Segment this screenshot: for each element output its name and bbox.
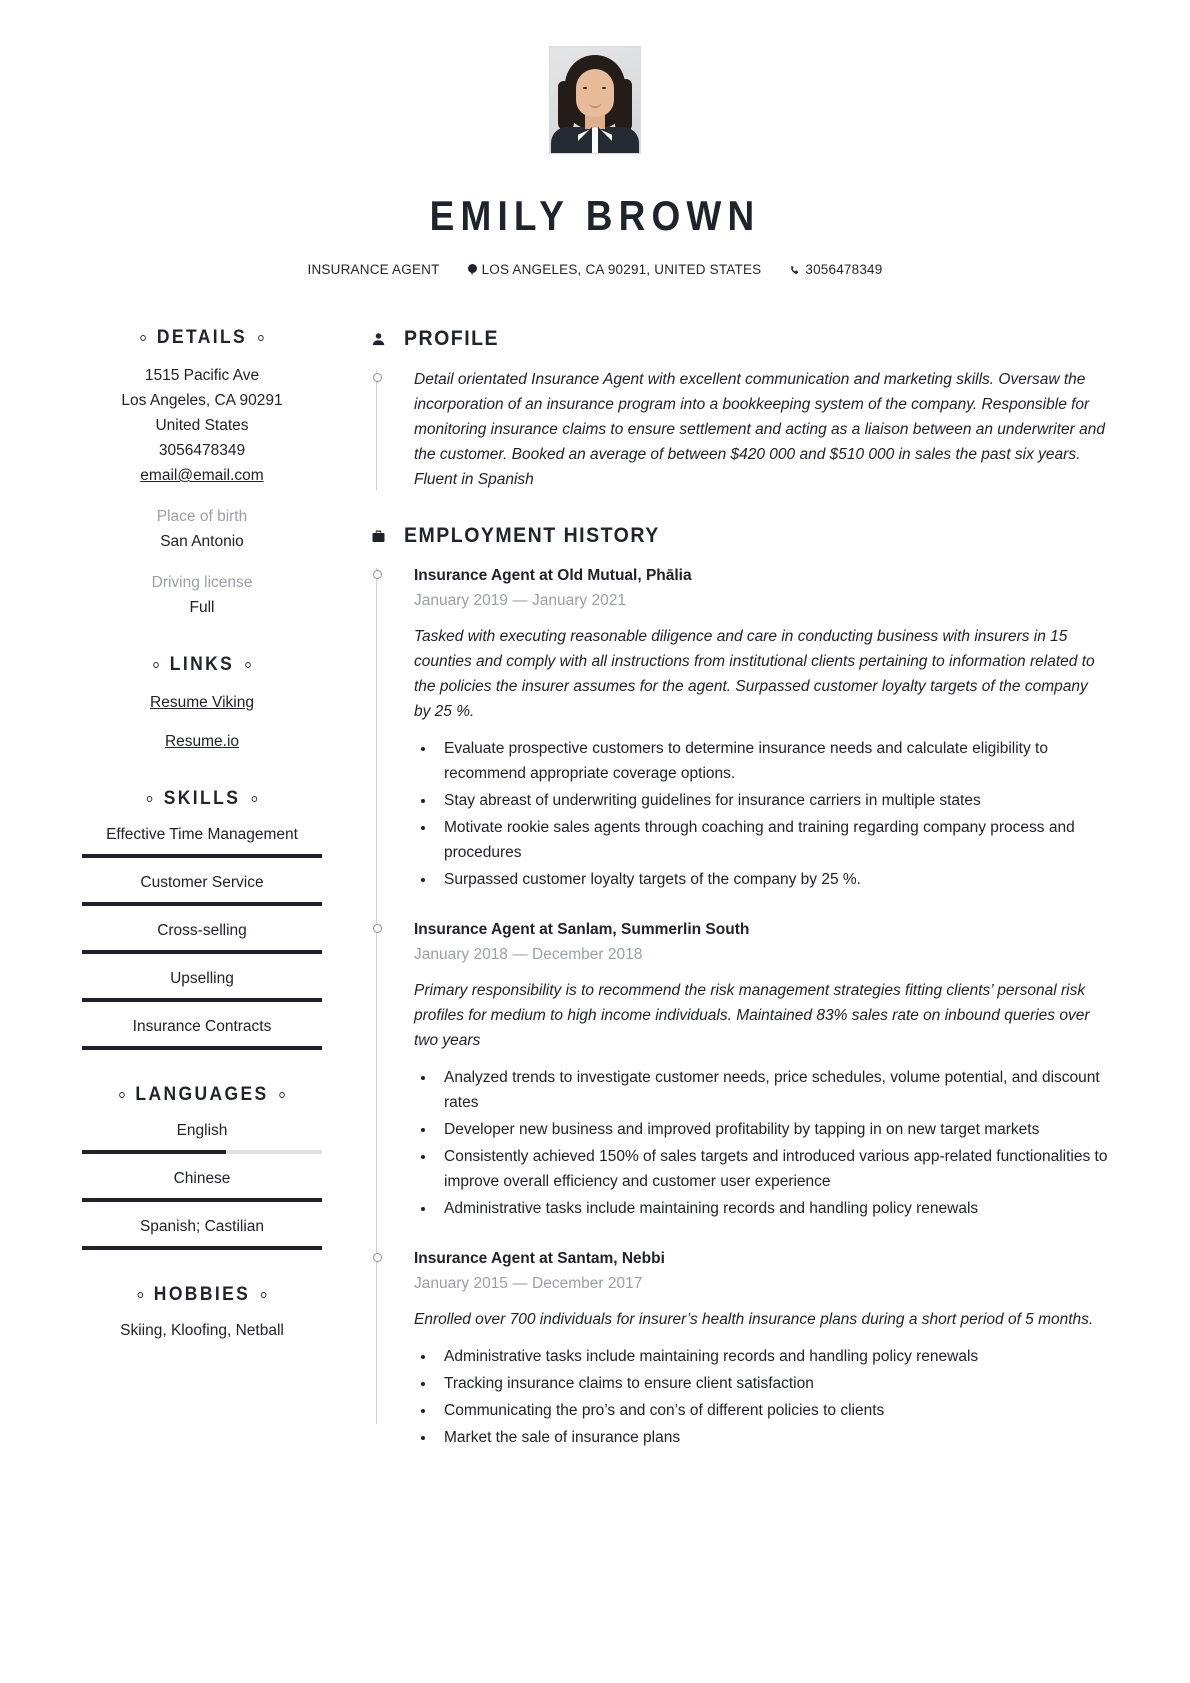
skill-level-fill <box>82 1046 322 1050</box>
job-date: January 2019 — January 2021 <box>414 592 626 609</box>
employment-heading: EMPLOYMENT HISTORY <box>404 524 660 547</box>
sidebar-section-links <box>82 654 322 754</box>
section-employment-history <box>368 524 1108 1450</box>
profile-photo <box>549 46 641 154</box>
links-heading-label: LINKS <box>169 654 235 675</box>
languages-heading <box>92 1084 313 1106</box>
bullet-dot-icon <box>261 1292 267 1298</box>
hobbies-heading-label: HOBBIES <box>153 1284 251 1305</box>
bullet-dot-icon <box>140 335 146 341</box>
skill-item <box>82 872 322 906</box>
address-line-1: 1515 Pacific Ave <box>144 367 260 384</box>
language-level-bar <box>82 1198 322 1202</box>
skill-level-bar <box>82 854 322 858</box>
skill-label: Cross-selling <box>157 922 247 939</box>
header-job-title: INSURANCE AGENT <box>307 262 440 277</box>
section-profile <box>368 327 1108 498</box>
skill-item <box>82 968 322 1002</box>
bullet-dot-icon <box>153 662 159 668</box>
job-bullet: • Surpassed customer loyalty targets of the company by 25 %. <box>436 867 1108 892</box>
sidebar-section-skills <box>82 788 322 1050</box>
sidebar-section-hobbies <box>82 1284 322 1343</box>
bullet-dot-icon <box>280 1092 286 1098</box>
phone-icon <box>789 264 800 275</box>
language-level-fill <box>82 1246 322 1250</box>
driving-license-label: Driving license <box>151 574 253 591</box>
bullet-dot-icon <box>119 1092 125 1098</box>
details-heading-label: DETAILS <box>156 327 248 348</box>
job-bullet: • Market the sale of insurance plans <box>436 1425 1108 1450</box>
skill-level-bar <box>82 902 322 906</box>
sidebar <box>82 327 322 1476</box>
language-item <box>82 1120 322 1154</box>
language-level-fill <box>82 1198 322 1202</box>
header-phone <box>789 262 882 277</box>
sidebar-section-languages <box>82 1084 322 1250</box>
link-resume-viking[interactable]: Resume Viking <box>150 694 254 711</box>
language-label: English <box>176 1122 228 1139</box>
job-bullet-list <box>436 1344 1108 1450</box>
job-bullet: • Stay abreast of underwriting guidelines for insurance carriers in multiple states <box>436 788 1108 813</box>
sidebar-phone: 3056478349 <box>158 442 246 459</box>
skill-label: Effective Time Management <box>106 826 298 843</box>
skill-label: Upselling <box>170 970 234 987</box>
employment-entry <box>368 918 1108 1221</box>
job-title: Insurance Agent at Santam, Nebbi <box>414 1250 665 1267</box>
skill-item <box>82 824 322 858</box>
job-bullet: • Administrative tasks include maintaining records and handling policy renewals <box>436 1344 1108 1369</box>
hobbies-heading <box>92 1284 313 1306</box>
bullet-dot-icon <box>251 796 257 802</box>
skill-label: Customer Service <box>140 874 264 891</box>
resume-header <box>0 0 1190 277</box>
skill-level-bar <box>82 950 322 954</box>
language-label: Spanish; Castilian <box>139 1218 265 1235</box>
bullet-dot-icon <box>258 335 264 341</box>
place-of-birth-label: Place of birth <box>156 508 248 525</box>
job-bullet: • Tracking insurance claims to ensure client satisfaction <box>436 1371 1108 1396</box>
briefcase-icon <box>368 529 388 544</box>
job-bullet: • Analyzed trends to investigate customer needs, price schedules, volume potential, and discount rates <box>436 1065 1108 1115</box>
job-title: Insurance Agent at Old Mutual, Phālia <box>414 567 692 584</box>
skill-level-fill <box>82 854 322 858</box>
language-item <box>82 1168 322 1202</box>
job-title: Insurance Agent at Sanlam, Summerlin South <box>414 921 750 938</box>
employment-entry <box>368 564 1108 892</box>
language-level-bar <box>82 1246 322 1250</box>
bullet-dot-icon <box>147 796 153 802</box>
skill-level-fill <box>82 902 322 906</box>
bullet-dot-icon <box>137 1292 143 1298</box>
skills-heading-label: SKILLS <box>163 788 241 809</box>
skill-item <box>82 1016 322 1050</box>
language-level-fill <box>82 1150 226 1154</box>
profile-heading: PROFILE <box>404 327 500 350</box>
address-line-2: Los Angeles, CA 90291 <box>121 392 283 409</box>
job-bullet-list <box>436 736 1108 892</box>
header-location <box>468 262 762 277</box>
language-label: Chinese <box>173 1170 231 1187</box>
job-description: Enrolled over 700 individuals for insurer’s health insurance plans during a short period of 5 months. <box>414 1311 1094 1328</box>
job-description: Tasked with executing reasonable diligence and care in conducting business with insurers in 15 counties and comply with all instructions from institutional clients pertaining to information related to the policies the insurer assumes for the agent. Surpassed customer loyalty targets of the company by 25 %. <box>414 628 1095 720</box>
header-phone-text: 3056478349 <box>805 262 883 277</box>
place-of-birth-value: San Antonio <box>160 533 244 550</box>
job-bullet: • Administrative tasks include maintaining records and handling policy renewals <box>436 1196 1108 1221</box>
resume-body <box>0 327 1190 1476</box>
employment-entry <box>368 1247 1108 1450</box>
driving-license-value: Full <box>189 599 215 616</box>
job-description: Primary responsibility is to recommend the risk management strategies fitting clients’ personal risk profiles for medium to high income individuals. Maintained 83% sales rate on inbound queries over two years <box>414 982 1090 1049</box>
skill-level-bar <box>82 998 322 1002</box>
details-heading <box>92 327 313 349</box>
languages-heading-label: LANGUAGES <box>135 1084 269 1105</box>
main-content <box>322 327 1108 1476</box>
language-item <box>82 1216 322 1250</box>
header-location-text: LOS ANGELES, CA 90291, UNITED STATES <box>481 262 762 277</box>
skill-item <box>82 920 322 954</box>
job-bullet: • Developer new business and improved profitability by tapping in on new target markets <box>436 1117 1108 1142</box>
email-link[interactable]: email@email.com <box>140 467 264 484</box>
country: United States <box>155 417 249 434</box>
skill-level-bar <box>82 1046 322 1050</box>
sidebar-section-details <box>82 327 322 620</box>
skill-label: Insurance Contracts <box>132 1018 272 1035</box>
person-icon <box>368 332 388 347</box>
skill-level-fill <box>82 998 322 1002</box>
job-bullet: • Evaluate prospective customers to determine insurance needs and calculate eligibility to recommend appropriate coverage options. <box>436 736 1108 786</box>
skill-level-fill <box>82 950 322 954</box>
language-level-bar <box>82 1150 322 1154</box>
job-date: January 2015 — December 2017 <box>414 1275 643 1292</box>
links-heading <box>92 654 313 676</box>
job-bullet: • Motivate rookie sales agents through coaching and training regarding company process and procedures <box>436 815 1108 865</box>
job-date: January 2018 — December 2018 <box>414 946 643 963</box>
link-resume-io[interactable]: Resume.io <box>164 733 240 750</box>
job-bullet: • Consistently achieved 150% of sales targets and introduced various app-related functionalities to improve overall efficiency and customer user experience <box>436 1144 1108 1194</box>
contact-line <box>0 262 1190 277</box>
job-bullet-list <box>436 1065 1108 1221</box>
location-pin-icon <box>468 264 477 276</box>
page-title: EMILY BROWN <box>429 192 761 239</box>
hobbies-text: Skiing, Kloofing, Netball <box>120 1322 284 1339</box>
skills-heading <box>92 788 313 810</box>
job-bullet: • Communicating the pro’s and con’s of different policies to clients <box>436 1398 1108 1423</box>
bullet-dot-icon <box>245 662 251 668</box>
profile-text: Detail orientated Insurance Agent with excellent communication and marketing skills. Oversaw the incorporation of an insurance program into a bookkeeping system of the company. Responsible for monitoring insurance claims to ensure settlement and acting as a liaison between an underwriter and the customer. Booked an average of between $420 000 and $510 000 in sales the past six years. Fluent in Spanish <box>414 371 1105 488</box>
